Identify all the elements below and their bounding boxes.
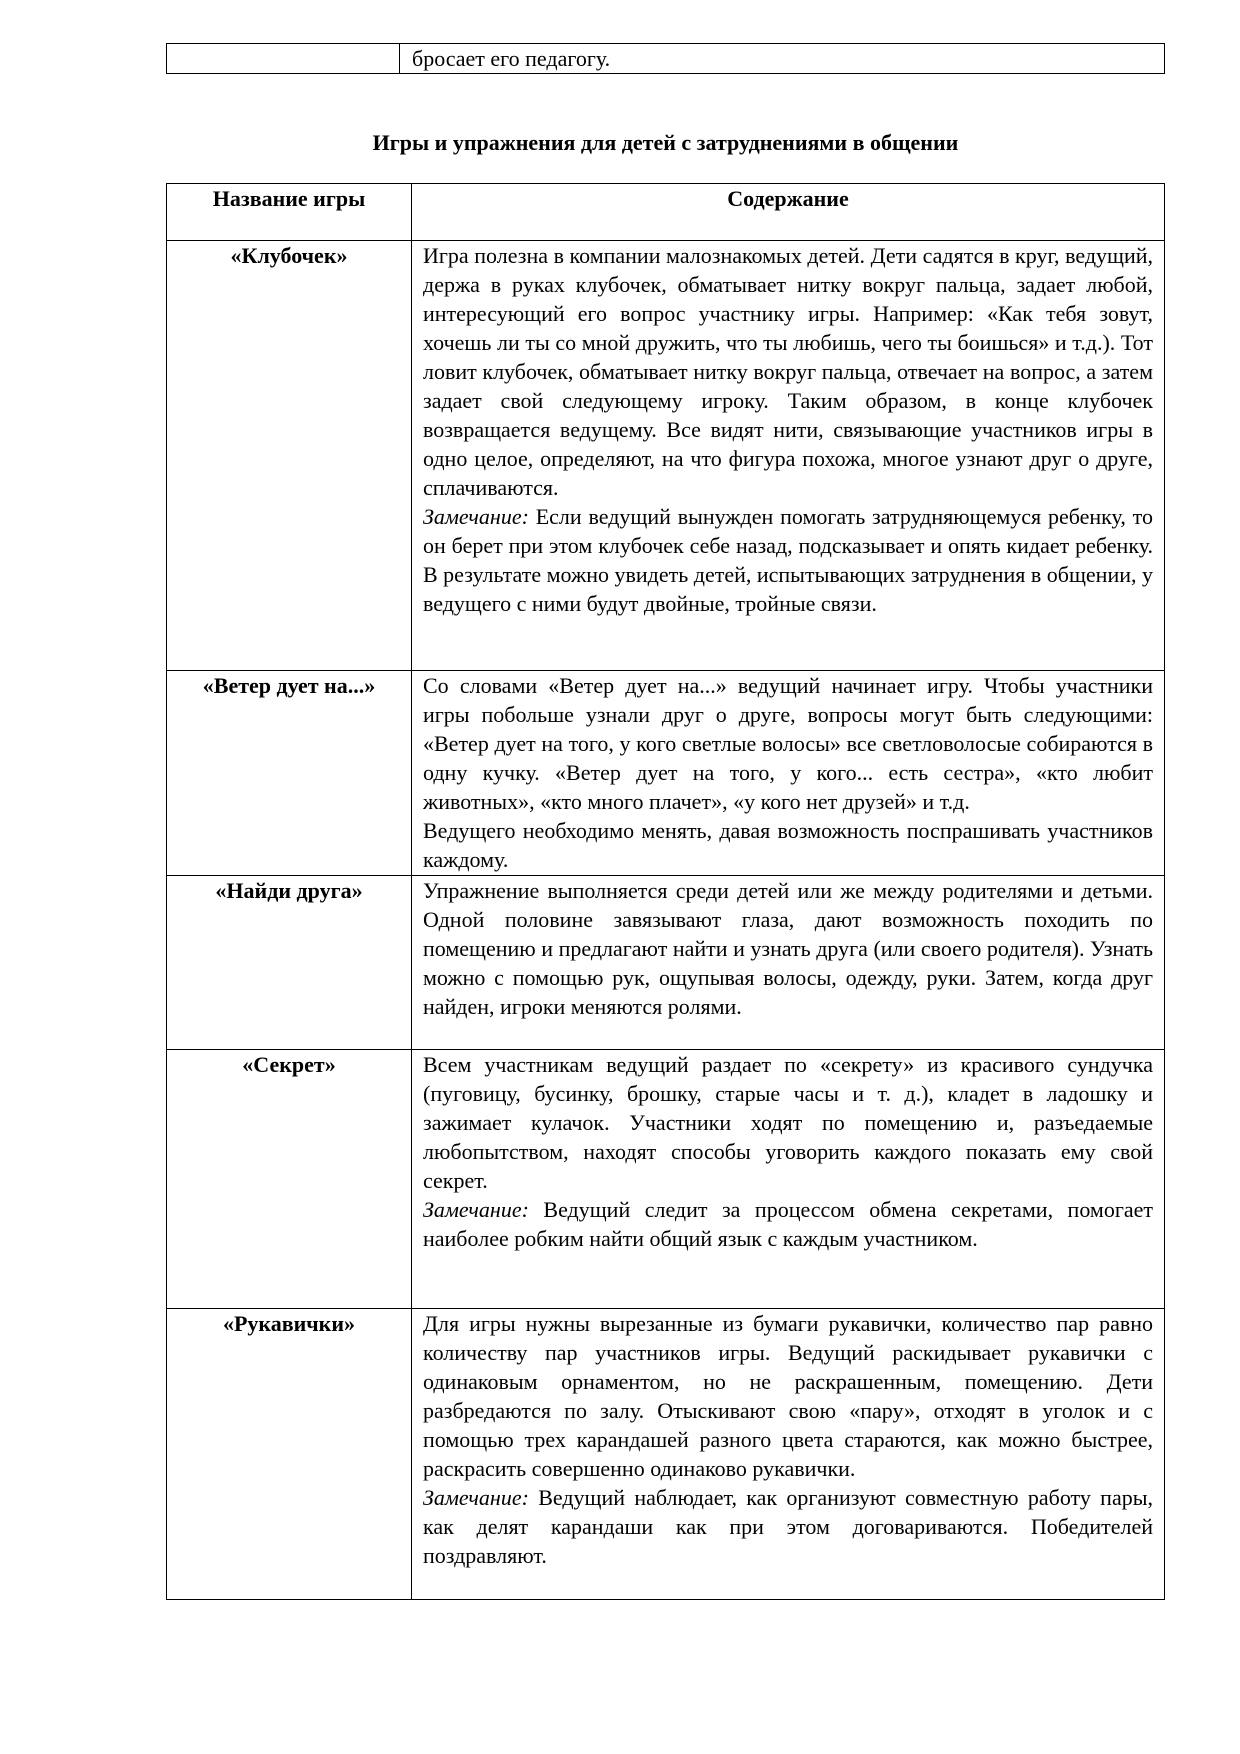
game-description: Всем участникам ведущий раздает по «секрету» из красивого сундучка (пуговицу, бусинку, брошку, старые часы и т. д.), кладет в ладошку и зажимает кулачок. Участники ходят по помещению и, разъедаемые любопытством, находят способы уговорить каждого показать ему свой секрет. xyxy=(423,1052,1153,1193)
top-row-left-cell xyxy=(167,44,400,74)
note-text: Ведущий следит за процессом обмена секретами, помогает наиболее робким найти общий язык с каждым участником. xyxy=(423,1197,1153,1251)
continued-table-row xyxy=(166,43,1165,74)
game-name: «Рукавички» xyxy=(167,1309,412,1600)
top-row-right-cell: бросает его педагогу. xyxy=(400,44,1165,74)
table-row xyxy=(167,671,1165,876)
game-content xyxy=(412,241,1165,671)
table-row xyxy=(167,44,1165,74)
games-table xyxy=(166,183,1165,1600)
table-header-row xyxy=(167,184,1165,241)
game-content xyxy=(412,1050,1165,1309)
table-row xyxy=(167,1050,1165,1309)
game-note xyxy=(423,1195,1153,1253)
game-name: «Клубочек» xyxy=(167,241,412,671)
game-name: «Ветер дует на...» xyxy=(167,671,412,876)
game-content xyxy=(412,876,1165,1050)
game-description: Со словами «Ветер дует на...» ведущий начинает игру. Чтобы участники игры побольше узнали друг о друге, вопросы могут быть следующими: «Ветер дует на того, у кого светлые волосы» все светловолосые собираются в одну кучку. «Ветер дует на того, у кого... есть сестра», «кто любит животных», «кто много плачет», «у кого нет друзей» и т.д. xyxy=(423,673,1153,814)
note-label: Замечание: xyxy=(423,1197,529,1222)
note-text: Если ведущий вынужден помогать затрудняющемуся ребенку, то он берет при этом клубочек себе назад, подсказывает и опять кидает ребенку. В результате можно увидеть детей, испытывающих затруднения в общении, у ведущего с ними будут двойные, тройные связи. xyxy=(423,504,1153,616)
header-game-name: Название игры xyxy=(167,184,412,241)
header-content: Содержание xyxy=(412,184,1165,241)
game-note xyxy=(423,1483,1153,1570)
game-description: Для игры нужны вырезанные из бумаги рукавички, количество пар равно количеству пар участников игры. Ведущий раскидывает рукавички с одинаковым орнаментом, но не раскрашенным, помещению. Дети разбредаются по залу. Отыскивают свою «пару», отходят в уголок и с помощью трех карандашей разного цвета стараются, как можно быстрее, раскрасить совершенно одинаково рукавички. xyxy=(423,1311,1153,1481)
game-extra: Ведущего необходимо менять, давая возможность поспрашивать участников каждому. xyxy=(423,818,1153,872)
game-content xyxy=(412,671,1165,876)
note-label: Замечание: xyxy=(423,504,529,529)
game-name: «Секрет» xyxy=(167,1050,412,1309)
table-row xyxy=(167,876,1165,1050)
section-heading: Игры и упражнения для детей с затруднениями в общении xyxy=(372,130,959,155)
note-label: Замечание: xyxy=(423,1485,529,1510)
game-content xyxy=(412,1309,1165,1600)
table-row xyxy=(167,1309,1165,1600)
game-description: Игра полезна в компании малознакомых детей. Дети садятся в круг, ведущий, держа в руках клубочек, обматывает нитку вокруг пальца, задает любой, интересующий его вопрос участнику игры. Например: «Как тебя зовут, хочешь ли ты со мной дружить, что ты любишь, чего ты боишься» и т.д.). Тот ловит клубочек, обматывает нитку вокруг пальца, отвечает на вопрос, а затем задает свой следующему игроку. Таким образом, в конце клубочек возвращается ведущему. Все видят нити, связывающие участников игры в одно целое, определяют, на что фигура похожа, многое узнают друг о друге, сплачиваются. xyxy=(423,243,1153,500)
game-description: Упражнение выполняется среди детей или же между родителями и детьми. Одной половине завязывают глаза, дают возможность походить по помещению и предлагают найти и узнать друга (или своего родителя). Узнать можно с помощью рук, ощупывая волосы, одежду, руки. Затем, когда друг найден, игроки меняются ролями. xyxy=(423,878,1153,1019)
game-note xyxy=(423,502,1153,618)
game-name: «Найди друга» xyxy=(167,876,412,1050)
note-text: Ведущий наблюдает, как организуют совместную работу пары, как делят карандаши как при этом договариваются. Победителей поздравляют. xyxy=(423,1485,1153,1568)
table-row xyxy=(167,241,1165,671)
